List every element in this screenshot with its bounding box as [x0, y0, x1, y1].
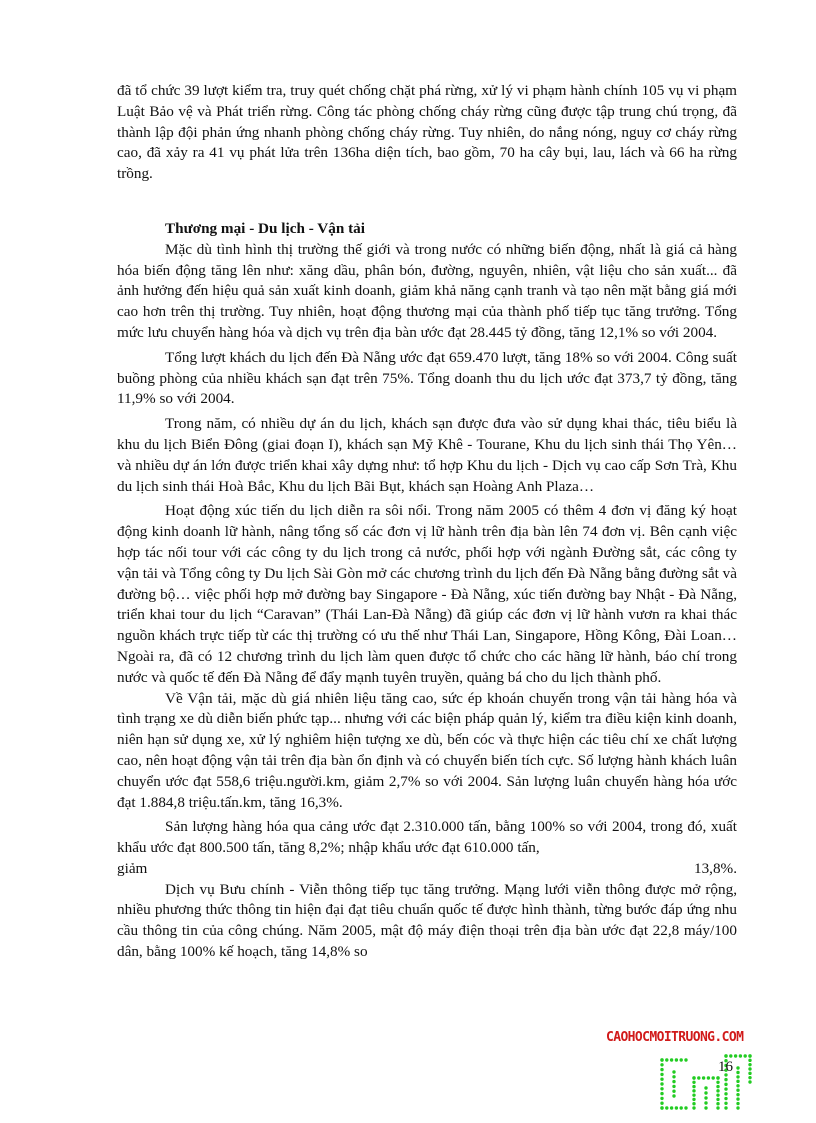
logo-dot [697, 1076, 700, 1079]
logo-dot [712, 1076, 715, 1079]
logo-dot [724, 1087, 727, 1090]
logo-dot [672, 1094, 675, 1097]
logo-dot [716, 1085, 719, 1088]
logo-dot [680, 1106, 683, 1109]
logo-dot [675, 1058, 678, 1061]
logo-dot [672, 1070, 675, 1073]
logo-dot [670, 1106, 673, 1109]
logo-dot [736, 1106, 739, 1109]
logo-dot [724, 1092, 727, 1095]
logo-dot [684, 1106, 687, 1109]
logo-dot [716, 1098, 719, 1101]
logo-dot [744, 1054, 747, 1057]
split-justified-line [117, 859, 737, 880]
logo-dot [660, 1078, 663, 1081]
watermark-logo-icon [652, 1048, 762, 1118]
logo-dot [748, 1076, 751, 1079]
logo-dot [734, 1054, 737, 1057]
logo-dot [736, 1089, 739, 1092]
logo-dot [660, 1063, 663, 1066]
logo-dot [672, 1075, 675, 1078]
watermark-text: CAOHOCMOITRUONG.COM [606, 1030, 744, 1045]
logo-dot [660, 1087, 663, 1090]
paragraph-port-cargo: Sản lượng hàng hóa qua cảng ước đạt 2.310.000 tấn, bằng 100% so với 2004, trong đó, xuất khẩu ước đạt 800.500 tấn, tăng 8,2%; nhập khẩu ước đạt 610.000 tấn, [117, 818, 737, 857]
logo-dot [660, 1082, 663, 1085]
logo-dot [748, 1067, 751, 1070]
logo-dot [692, 1106, 695, 1109]
logo-dot [680, 1058, 683, 1061]
logo-dot [716, 1076, 719, 1079]
logo-dot [692, 1098, 695, 1101]
logo-dot [707, 1076, 710, 1079]
logo-dot [672, 1090, 675, 1093]
logo-dot [692, 1102, 695, 1105]
logo-dot [748, 1080, 751, 1083]
logo-dot [692, 1093, 695, 1096]
logo-dot [672, 1085, 675, 1088]
split-line-left: giảm [117, 859, 148, 877]
logo-dot [736, 1093, 739, 1096]
logo-dot [672, 1080, 675, 1083]
logo-dot [724, 1083, 727, 1086]
logo-dot [748, 1063, 751, 1066]
logo-dot [704, 1101, 707, 1104]
logo-dot [665, 1058, 668, 1061]
logo-dot [736, 1102, 739, 1105]
page-number: 16 [718, 1059, 733, 1075]
logo-dot [716, 1081, 719, 1084]
logo-dot [716, 1093, 719, 1096]
paragraph-tourism-projects: Trong năm, có nhiều dự án du lịch, khách sạn được đưa vào sử dụng khai thác, tiêu biểu là khu du lịch Biển Đông (giai đoạn I), khách sạn Mỹ Khê - Tourane, Khu du lịch sinh thái Thọ Yên… và nhiều dự án lớn được triển khai xây dựng như: tổ hợp Khu du lịch - Dịch vụ cao cấp Sơn Trà, Khu du lịch sinh thái Hoà Bắc, Khu du lịch Bãi Bụt, khách sạn Hoàng Anh Plaza… [117, 415, 737, 495]
logo-dot [724, 1102, 727, 1105]
logo-dot [692, 1089, 695, 1092]
logo-dot [704, 1096, 707, 1099]
logo-dot [739, 1054, 742, 1057]
logo-dot [692, 1085, 695, 1088]
logo-dot [660, 1092, 663, 1095]
logo-dot [716, 1106, 719, 1109]
logo-dot [736, 1071, 739, 1074]
logo-dot [660, 1068, 663, 1071]
logo-dot [684, 1058, 687, 1061]
logo-dot [748, 1072, 751, 1075]
logo-dot [660, 1058, 663, 1061]
logo-dot [724, 1054, 727, 1057]
logo-dot [736, 1080, 739, 1083]
logo-dot [670, 1058, 673, 1061]
logo-dot [716, 1102, 719, 1105]
logo-dot [736, 1097, 739, 1100]
split-line-right: 13,8%. [693, 859, 737, 877]
logo-dot [660, 1106, 663, 1109]
paragraph-commerce: Mặc dù tình hình thị trường thế giới và trong nước có những biến động, nhất là giá cả hàng hóa biến động tăng lên như: xăng dầu, phân bón, đường, nguyên, nhiên, vật liệu cho sản xuất... đã ảnh hưởng đến hiệu quả sản xuất kinh doanh, giảm khả năng cạnh tranh và tạo nên mặt bằng giá mới cao hơn trên thị trường. Tuy nhiên, hoạt động thương mại của thành phố tiếp tục tăng trưởng. Tổng mức lưu chuyển hàng hóa và dịch vụ trên địa bàn ước đạt 28.445 tỷ đồng, tăng 12,1% so với 2004. [117, 240, 737, 341]
logo-dot [665, 1106, 668, 1109]
logo-dot [724, 1097, 727, 1100]
paragraph-telecom: Dịch vụ Bưu chính - Viễn thông tiếp tục tăng trưởng. Mạng lưới viễn thông được mở rộng, nhiều phương thức thông tin hiện đại đạt tiêu chuẩn quốc tế được hình thành, từng bước đáp ứng nhu cầu thông tin của công chúng. Năm 2005, mật độ máy điện thoại trên địa bàn ước đạt 22,8 máy/100 dân, bằng 100% kế hoạch, tăng 14,8% so [117, 880, 737, 961]
logo-dot [729, 1054, 732, 1057]
logo-dot [748, 1054, 751, 1057]
logo-dot [724, 1078, 727, 1081]
paragraph-tourist-arrivals: Tổng lượt khách du lịch đến Đà Nẵng ước đạt 659.470 lượt, tăng 18% so với 2004. Công suất buồng phòng của nhiều khách sạn đạt trên 75%. Tổng doanh thu du lịch ước đạt 373,7 tỷ đồng, tăng 11,9% so với 2004. [117, 348, 737, 408]
logo-dot [748, 1059, 751, 1062]
document-page [117, 81, 737, 963]
intro-paragraph: đã tổ chức 39 lượt kiểm tra, truy quét chống chặt phá rừng, xử lý vi phạm hành chính 105 vụ vi phạm Luật Bảo vệ và Phát triển rừng. Công tác phòng chống cháy rừng cũng được tập trung chú trọng, đã thành lập đội phản ứng nhanh phòng chống cháy rừng. Tuy nhiên, do nắng nóng, nguy cơ cháy rừng cao, đã xảy ra 41 vụ phát lửa trên 136ha diện tích, bao gồm, 70 ha cây bụi, lau, lách và 66 ha rừng trồng. [117, 82, 737, 183]
paragraph-transport: Về Vận tải, mặc dù giá nhiên liệu tăng cao, sức ép khoán chuyến trong vận tải hàng hóa và tình trạng xe dù diễn biến phức tạp... nhưng với các biện pháp quản lý, kiểm tra điều kiện kinh doanh, niên hạn sử dụng xe, xử lý nghiêm hiện tượng xe dù, bến cóc và thực hiện các tiêu chí xe chất lượng cao, nên hoạt động vận tải trên địa bàn ổn định và có chuyển biến tích cực. Số lượng hành khách luân chuyển ước đạt 558,6 triệu.người.km, giảm 2,7% so với 2004. Sản lượng luân chuyển hàng hóa ước đạt 1.884,8 triệu.tấn.km, tăng 16,3%. [117, 689, 737, 811]
logo-dot [736, 1066, 739, 1069]
logo-dot [692, 1081, 695, 1084]
logo-dot [692, 1076, 695, 1079]
logo-dot [660, 1102, 663, 1105]
logo-dot [660, 1097, 663, 1100]
section-heading: Thương mại - Du lịch - Vận tải [165, 219, 365, 237]
logo-dot [702, 1076, 705, 1079]
logo-dot [724, 1106, 727, 1109]
logo-dot [736, 1075, 739, 1078]
logo-dot [660, 1073, 663, 1076]
logo-dot [736, 1084, 739, 1087]
logo-dot [716, 1089, 719, 1092]
logo-dot [704, 1106, 707, 1109]
logo-dot [675, 1106, 678, 1109]
logo-dot [704, 1091, 707, 1094]
logo-dot [704, 1086, 707, 1089]
paragraph-tourism-promotion: Hoạt động xúc tiến du lịch diễn ra sôi nổi. Trong năm 2005 có thêm 4 đơn vị đăng ký hoạt động kinh doanh lữ hành, nâng tổng số các đơn vị lữ hành trên địa bàn lên 74 đơn vị. Bên cạnh việc hợp tác nối tour với các công ty du lịch trong cả nước, phối hợp với ngành Đường sắt, các công ty vận tải và Tổng công ty Du lịch Sài Gòn mở các chương trình du lịch đến Đà Nẵng bằng đường sắt và đường bộ… việc phối hợp mở đường bay Singapore - Đà Nẵng, xúc tiến đường bay Nhật - Đà Nẵng, triển khai tour du lịch “Caravan” (Thái Lan-Đà Nẵng) đã giúp các đơn vị lữ hành vươn ra khai thác nguồn khách trực tiếp từ các thị trường có ưu thế như Thái Lan, Singapore, Hồng Kông, Đài Loan… Ngoài ra, đã có 12 chương trình du lịch làm quen được tổ chức cho các hãng lữ hành, báo chí trong nước và quốc tế đến Đà Nẵng để đẩy mạnh tuyên truyền, quảng bá cho du lịch thành phố. [117, 502, 737, 686]
